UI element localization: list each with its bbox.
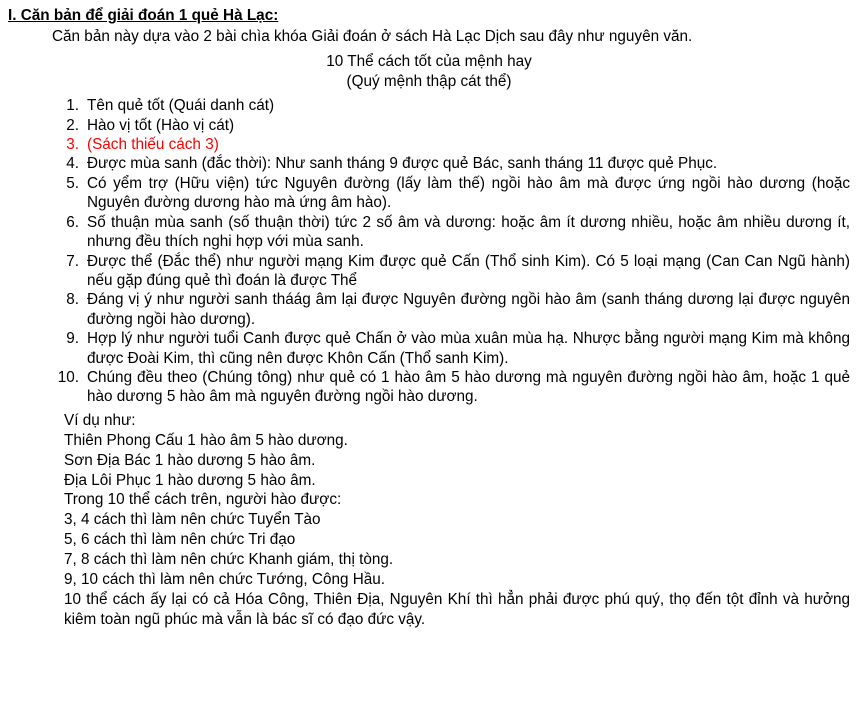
- list-item: [8, 368, 850, 407]
- list-item-number: 1.: [66, 97, 79, 115]
- list-item-number: 9.: [66, 330, 79, 348]
- tail-line: 5, 6 cách thì làm nên chức Tri đạo: [64, 531, 296, 549]
- tail-line: Thiên Phong Cấu 1 hào âm 5 hào dương.: [64, 431, 348, 449]
- list-item-number: 3.: [66, 135, 79, 153]
- closing-paragraph: 10 thể cách ấy lại có cả Hóa Công, Thiên Địa, Nguyên Khí thì hẳn phải được phú quý, thọ đến tột đỉnh và hưởng kiêm toàn ngũ phúc mà vẫn là bác sĩ có đạo đức vậy.: [64, 590, 850, 628]
- intro-paragraph: Căn bản này dựa vào 2 bài chìa khóa Giải đoán ở sách Hà Lạc Dịch sau đây như nguyên văn.: [52, 28, 693, 46]
- tail-line: Ví dụ như:: [64, 411, 136, 429]
- list-item-number: 6.: [66, 213, 79, 231]
- numbered-list: [8, 96, 850, 407]
- tail-line: Trong 10 thể cách trên, người hào được:: [64, 491, 342, 509]
- list-item: [8, 154, 850, 173]
- list-item-number: 5.: [66, 174, 79, 192]
- list-item-label: Tên quẻ tốt (Quái danh cát): [87, 97, 275, 115]
- section-subtitle: (Quý mệnh thập cát thể): [346, 73, 512, 91]
- list-item: [8, 290, 850, 329]
- list-item-label: Chúng đều theo (Chúng tông) như quẻ có 1 hào âm 5 hào dương mà nguyên đường ngồi hào âm, hoặc 1 quẻ hào dương 5 hào âm mà nguyên đường ngồi hào dương.: [87, 369, 850, 406]
- list-item-label: Số thuận mùa sanh (số thuận thời) tức 2 số âm và dương: hoặc âm ít dương nhiều, hoặc âm nhiều dương ít, nhưng đều thích nghi hợp với mùa sanh.: [87, 213, 850, 251]
- list-item: [8, 252, 850, 291]
- page-title: I. Căn bản để giải đoán 1 quẻ Hà Lạc:: [8, 7, 279, 24]
- list-item: [8, 96, 850, 115]
- tail-line: 9, 10 cách thì làm nên chức Tướng, Công Hầu.: [64, 570, 386, 588]
- tail-line: 7, 8 cách thì làm nên chức Khanh giám, thị tòng.: [64, 551, 394, 568]
- list-item-label: Có yểm trợ (Hữu viện) tức Nguyên đường (lấy làm thế) ngồi hào âm mà được ứng ngồi hào dương (hoặc Nguyên đường dương hào mà ứng âm hào).: [87, 174, 850, 212]
- list-item-number: 4.: [66, 155, 79, 173]
- list-item: [8, 213, 850, 252]
- list-item: [8, 135, 850, 154]
- tail-block: [8, 411, 850, 630]
- tail-line: Địa Lôi Phục 1 hào dương 5 hào âm.: [64, 471, 316, 489]
- tail-line: 3, 4 cách thì làm nên chức Tuyển Tào: [64, 511, 321, 529]
- list-item-label: Đáng vị ý như người sanh tháág âm lại được Nguyên đường ngồi hào âm (sanh tháng dương lại được nguyên đường ngồi hào dương).: [87, 291, 850, 328]
- tail-line: Sơn Địa Bác 1 hào dương 5 hào âm.: [64, 451, 316, 469]
- list-item: [8, 116, 850, 135]
- list-item-number: 7.: [66, 252, 79, 270]
- list-item-label: Hợp lý như người tuổi Canh được quẻ Chấn ở vào mùa xuân mùa hạ. Nhược bằng người mạng Kim mà không được Đoài Kim, thì cũng nên được Khôn Cấn (Thổ sanh Kim).: [87, 330, 850, 367]
- list-item-label: Được thể (Đắc thể) như người mạng Kim được quẻ Cấn (Thổ sinh Kim). Có 5 loại mạng (Can Can Ngũ hành) nếu gặp đúng quẻ thì đoán là được Thể: [87, 252, 850, 289]
- list-item: [8, 329, 850, 368]
- list-item-label: (Sách thiếu cách 3): [87, 135, 219, 153]
- list-item-label: Hào vị tốt (Hào vị cát): [87, 116, 235, 134]
- list-item-number: 2.: [66, 116, 79, 134]
- list-item-label: Được mùa sanh (đắc thời): Như sanh tháng 9 được quẻ Bác, sanh tháng 11 được quẻ Phục.: [87, 155, 718, 173]
- list-item: [8, 174, 850, 213]
- section-title: 10 Thể cách tốt của mệnh hay: [326, 53, 532, 71]
- list-item-number: 10.: [57, 369, 79, 387]
- list-item-number: 8.: [66, 291, 79, 309]
